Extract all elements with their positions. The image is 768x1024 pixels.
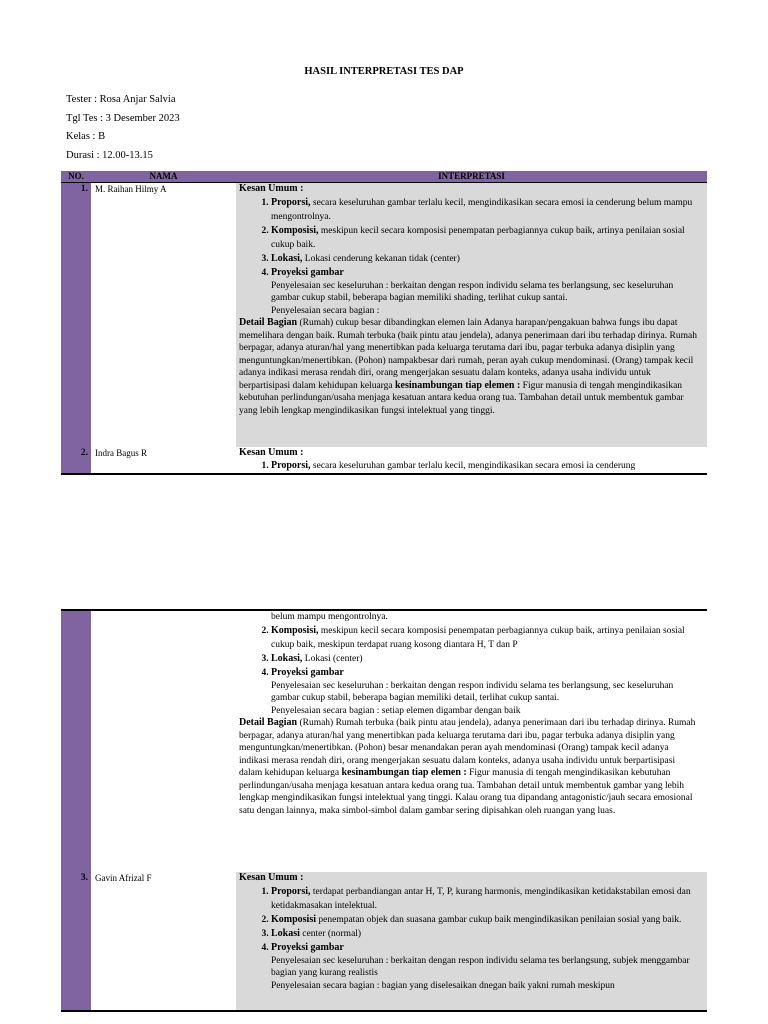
student-name: Gavin Afrizal F <box>91 872 236 1011</box>
interpretation-list <box>239 624 699 680</box>
projection-overall: Penyelesaian sec keseluruhan : berkaitan dengan respon individu selama tes berlangsung, sec keseluruhan gambar cukup stabil, beberapa bagian memiliki detail, terlihat cukup santai. <box>271 680 674 703</box>
duration-line: Durasi : 12.00-13.15 <box>66 150 153 161</box>
table-row-continued <box>61 610 707 872</box>
list-item: 1. Proporsi, secara keseluruhan gambar terlalu kecil, mengindikasikan secara emosi ia cenderung belum mampu mengontrolnya. <box>271 196 699 224</box>
list-item: 2. Komposisi, meskipun kecil secara komposisi penempatan perbagiannya cukup baik, artinya penilaian sosial cukup baik. <box>271 224 699 252</box>
list-item: 1. Proporsi, secara keseluruhan gambar terlalu kecil, mengindikasikan secara emosi ia cenderung <box>271 459 699 473</box>
list-item: 2. Komposisi, meskipun kecil secara komposisi penempatan perbagiannya cukup baik, artinya penilaian sosial cukup baik, meskipun terdapat ruang kosong diantara H, T dan P <box>271 624 699 652</box>
class-line: Kelas : B <box>66 131 106 142</box>
projection-partial: Penyelesaian secara bagian : setiap elemen digambar dengan baik <box>271 705 521 716</box>
kesan-umum-label: Kesan Umum : <box>239 183 304 194</box>
interpretation-list <box>239 459 699 473</box>
projection-overall: Penyelesaian sec keseluruhan : berkaitan dengan respon individu selama tes berlangsung, subjek menggambar bagian yang kurang realistis <box>271 955 690 978</box>
list-item: 3. Lokasi, Lokasi cenderung kekanan tidak (center) <box>271 252 699 266</box>
list-item: 1. Proporsi, terdapat perbandiangan antar H, T, P, kurang harmonis, mengindikasikan ketidakstabilan emosi dan ketidakmasakan intelektual. <box>271 885 699 913</box>
tester-line: Tester : Rosa Anjar Salvia <box>66 94 176 105</box>
interpretation-table-page2 <box>61 609 707 1012</box>
table-row <box>61 183 707 447</box>
interpretation-list <box>239 885 699 955</box>
col-header-interpretasi: INTERPRETASI <box>236 171 707 183</box>
col-header-nama: NAMA <box>91 171 236 183</box>
student-name: Indra Bagus R <box>91 447 236 475</box>
table-row <box>61 872 707 1011</box>
list-item: 3. Lokasi, Lokasi (center) <box>271 652 699 666</box>
student-name: M. Raihan Hilmy A <box>95 184 167 194</box>
interpretation-cell <box>236 183 707 447</box>
projection-overall: Penyelesaian sec keseluruhan : berkaitan dengan respon individu selama tes berlangsung, sec keseluruhan gambar cukup stabil, beberapa bagian memiliki shading, terlihat cukup santai. <box>271 280 674 303</box>
detail-paragraph: Detail Bagian (Rumah) cukup besar dibandingkan elemen lain Adanya harapan/pengakuan bahwa fungs ibu dapat memelihara dengan baik. Rumah terbuka (baik pintu atau jendela), adanya penerimaan dari ibu terhadap dirinya. Rumah berpagar, adanya aturan/hal yang menertibkan pada keluarga terutama dari ibu, pagar terbuka adanya disiplin yang menguntungkan/menertibkan. (Pohon) nampakbesar dari rumah, peran ayah cukup mendominasi. (Orang) tampak kecil adanya indikasi merasa rendah diri, orang mengerjakan sesuatu dalam konteks, adanya usaha individu untuk berpartisipasi dalam kehidupan keluarga kesinambungan tiap elemen : Figur manusia di tengah mengindikasikan kebutuhan perlindungan/usaha menjaga kesatuan antara kedua orang tua. Tambahan detail untuk membentuk gambar yang lebih lengkap mengindikasikan fungsi intelektual yang tinggi. <box>239 317 697 416</box>
student-name-cell <box>91 610 236 872</box>
list-item: 4. Proyeksi gambar <box>271 266 699 280</box>
list-item: 4. Proyeksi gambar <box>271 666 699 680</box>
list-item: 2. Komposisi penempatan objek dan suasana gambar cukup baik mengindikasikan penilaian sosial yang baik. <box>271 913 699 927</box>
continued-text: belum mampu mengontrolnya. <box>271 612 388 622</box>
list-item: 4. Proyeksi gambar <box>271 941 699 955</box>
interpretation-cell <box>236 610 707 872</box>
row-number: 3. <box>61 872 91 1011</box>
projection-partial: Penyelesaian secara bagian : bagian yang diselesaikan dnegan baik yakni rumah meskipun <box>271 980 615 991</box>
table-row <box>61 447 707 475</box>
row-number-cell <box>61 610 91 872</box>
col-header-no: NO. <box>61 171 91 183</box>
detail-paragraph: Detail Bagian (Rumah) Rumah terbuka (baik pintu atau jendela), adanya penerimaan dari ibu terhadap dirinya. Rumah berpagar, adanya aturan/hal yang menertibkan pada keluarga terutama dari ibu, pagar terbuka adanya disiplin yang menguntungkan/menertibkan. (Pohon) besar menandakan peran ayah mendominasi (Orang) tampak kecil adanya indikasi merasa rendah diri, orang mengerjakan sesuatu dalam konteks, adanya usaha individu untuk berpartisipasi dalam kehidupan keluarga kesinambungan tiap elemen : Figur manusia di tengah mengindikasikan kebutuhan perlindungan/usaha menjaga kesatuan antara kedua orang tua. Tambahan detail untuk membentuk gambar yang lebih lengkap mengindikasikan fungsi intelektual yang tinggi. Kalau orang tua dipandang antagonistic/jauh secara emosional satu dengan lainnya, maka simbol-simbol dalam gambar sering dipisahkan oleh ruangan yang luas. <box>239 717 696 816</box>
interpretation-cell <box>236 872 707 1011</box>
page-title: HASIL INTERPRETASI TES DAP <box>304 66 464 77</box>
list-item: 3. Lokasi center (normal) <box>271 927 699 941</box>
row-number: 1. <box>61 183 91 447</box>
interpretation-list <box>239 196 699 280</box>
row-number: 2. <box>61 447 91 475</box>
test-date-line: Tgl Tes : 3 Desember 2023 <box>66 113 180 124</box>
kesan-umum-label: Kesan Umum : <box>239 446 304 458</box>
interpretation-cell <box>236 447 707 475</box>
table-header-row <box>61 171 707 183</box>
interpretation-table-page1 <box>61 171 707 475</box>
projection-partial: Penyelesaian secara bagian : <box>271 305 380 316</box>
kesan-umum-label: Kesan Umum : <box>239 872 304 883</box>
